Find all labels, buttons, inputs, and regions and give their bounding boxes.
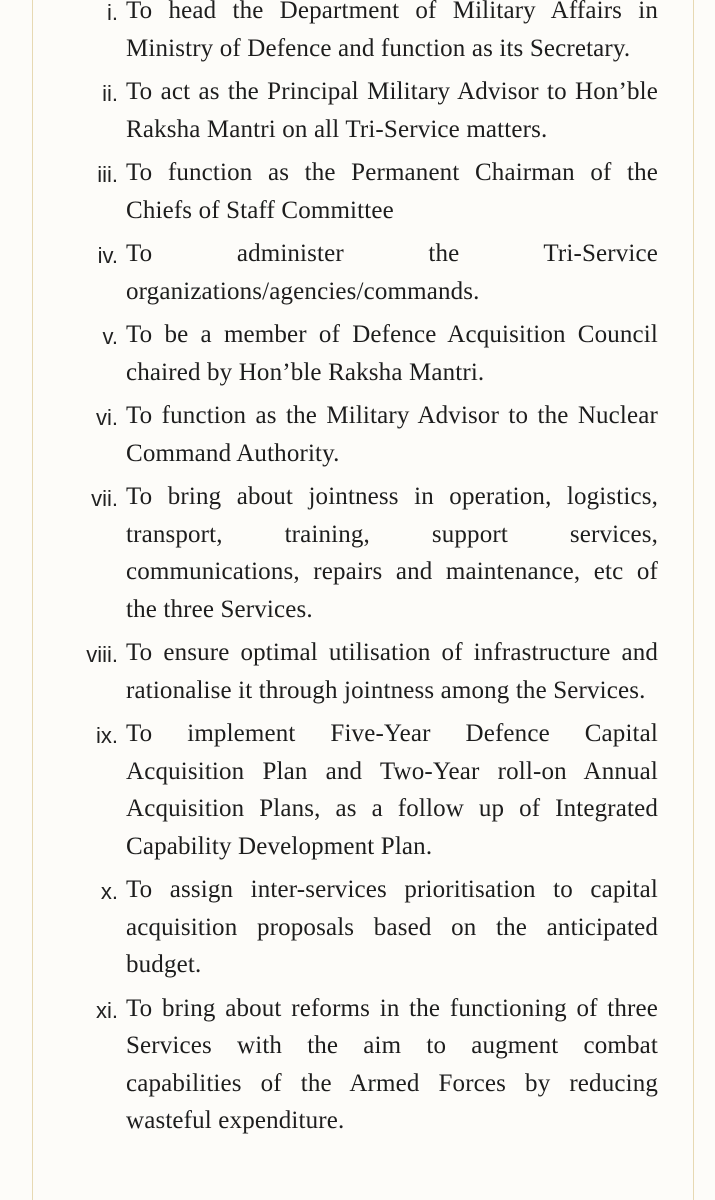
list-item-numeral: vi. — [96, 405, 118, 430]
list-item — [60, 990, 658, 1140]
list-item — [60, 316, 658, 391]
list-item-numeral: viii. — [86, 642, 118, 667]
list-item-numeral: i. — [107, 0, 118, 25]
list-item — [60, 715, 658, 865]
list-item-text: To bring about reforms in the functioning of three Services with the aim to augment combat capabilities of the Armed Forces by reducing wasteful expenditure. — [126, 994, 658, 1134]
list-item-text: To implement Five-Year Defence Capital Acquisition Plan and Two-Year roll-on Annual Acquisition Plans, as a follow up of Integrated Capability Development Plan. — [126, 720, 658, 860]
list-item-numeral: iii. — [97, 162, 118, 187]
list-item-numeral: vii. — [91, 486, 118, 511]
list-item — [60, 154, 658, 229]
list-item-numeral: iv. — [97, 243, 118, 268]
list-item-text: To be a member of Defence Acquisition Council chaired by Hon’ble Raksha Mantri. — [126, 321, 658, 386]
list-item-text: To function as the Permanent Chairman of the Chiefs of Staff Committee — [126, 159, 658, 224]
list-item-text: To act as the Principal Military Advisor to Hon’ble Raksha Mantri on all Tri-Service matters. — [126, 78, 658, 143]
list-item-text: To function as the Military Advisor to the Nuclear Command Authority. — [126, 402, 658, 467]
list-item-numeral: ix. — [96, 723, 118, 748]
page-border-left — [32, 0, 33, 1200]
list-item — [60, 871, 658, 984]
list-item — [60, 73, 658, 148]
list-item-text: To assign inter-services prioritisation to capital acquisition proposals based on the anticipated budget. — [126, 876, 658, 978]
list-item — [60, 0, 658, 67]
list-item-text: To ensure optimal utilisation of infrastructure and rationalise it through jointness among the Services. — [126, 639, 658, 704]
list-item — [60, 478, 658, 628]
list-item-text: To head the Department of Military Affairs in Ministry of Defence and function as its Secretary. — [126, 0, 658, 62]
list-item — [60, 634, 658, 709]
duties-list — [60, 0, 658, 1146]
list-item — [60, 397, 658, 472]
list-item-text: To administer the Tri-Service organizations/agencies/commands. — [126, 240, 658, 305]
page-border-right — [693, 0, 694, 1200]
list-item-numeral: x. — [100, 879, 118, 904]
list-item-numeral: ii. — [102, 81, 118, 106]
list-item — [60, 235, 658, 310]
list-item-text: To bring about jointness in operation, logistics, transport, training, support services, communications, repairs and maintenance, etc of the three Services. — [126, 483, 658, 623]
list-item-numeral: v. — [102, 324, 118, 349]
list-item-numeral: xi. — [96, 997, 118, 1023]
